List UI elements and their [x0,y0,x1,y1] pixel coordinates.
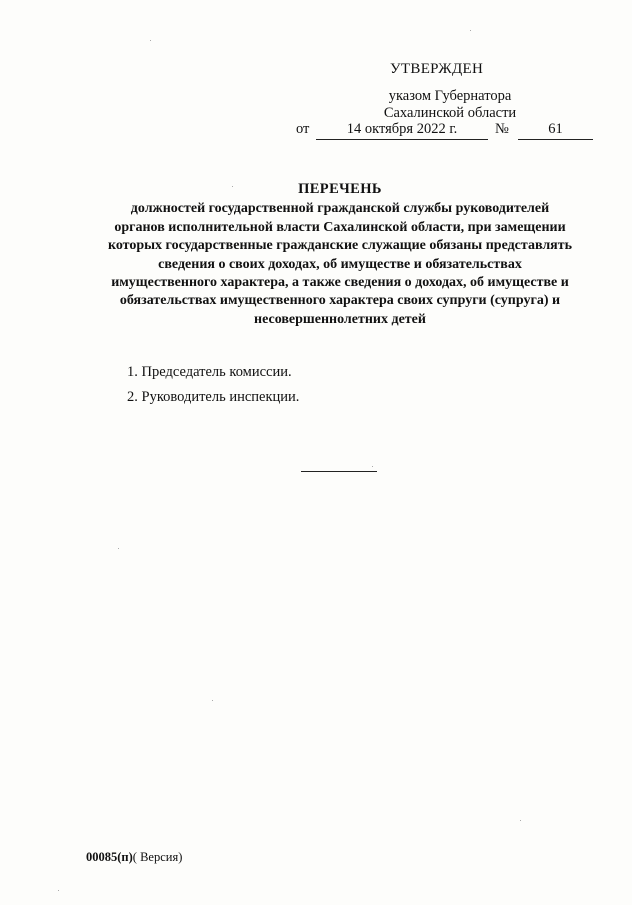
scan-speck [150,40,151,41]
positions-list [127,364,299,414]
decree-date-row [296,121,596,141]
scan-speck [520,820,521,821]
list-item: 2. Руководитель инспекции. [127,389,300,405]
document-title [70,180,610,329]
scan-speck [372,466,373,467]
decree-line-2: Сахалинской области [383,105,517,121]
title-line: органов исполнительной власти Сахалинской области, при замещении [114,219,566,235]
footer [86,850,182,865]
title-line: должностей государственной гражданской службы руководителей [130,201,550,217]
document-code: 00085(п) [86,850,133,864]
decree-number: 61 [518,121,593,140]
decree-date: 14 октября 2022 г. [316,121,488,140]
separator-line [301,471,377,472]
title-line: сведения о своих доходах, об имуществе и обязательствах [158,256,522,272]
title-line: несовершеннолетних детей [254,311,426,327]
document-version: ( Версия) [132,850,183,864]
scan-speck [58,890,59,891]
decree-line-1: указом Губернатора [388,88,512,104]
date-prefix: от [296,121,310,137]
scan-speck [118,548,119,549]
scan-speck [470,30,471,31]
title-line: обязательствах имущественного характера своих супруги (супруга) и [119,293,561,309]
title-line: которых государственные гражданские служащие обязаны представлять [107,238,573,254]
list-item: 1. Председатель комиссии. [127,364,292,380]
scan-speck [212,700,213,701]
title-heading: ПЕРЕЧЕНЬ [298,181,382,197]
approval-heading: УТВЕРЖДЕН [390,61,484,77]
scan-speck [232,186,233,187]
title-line: имущественного характера, а также сведения о доходах, об имуществе и [111,275,569,291]
number-prefix: № [495,121,509,137]
